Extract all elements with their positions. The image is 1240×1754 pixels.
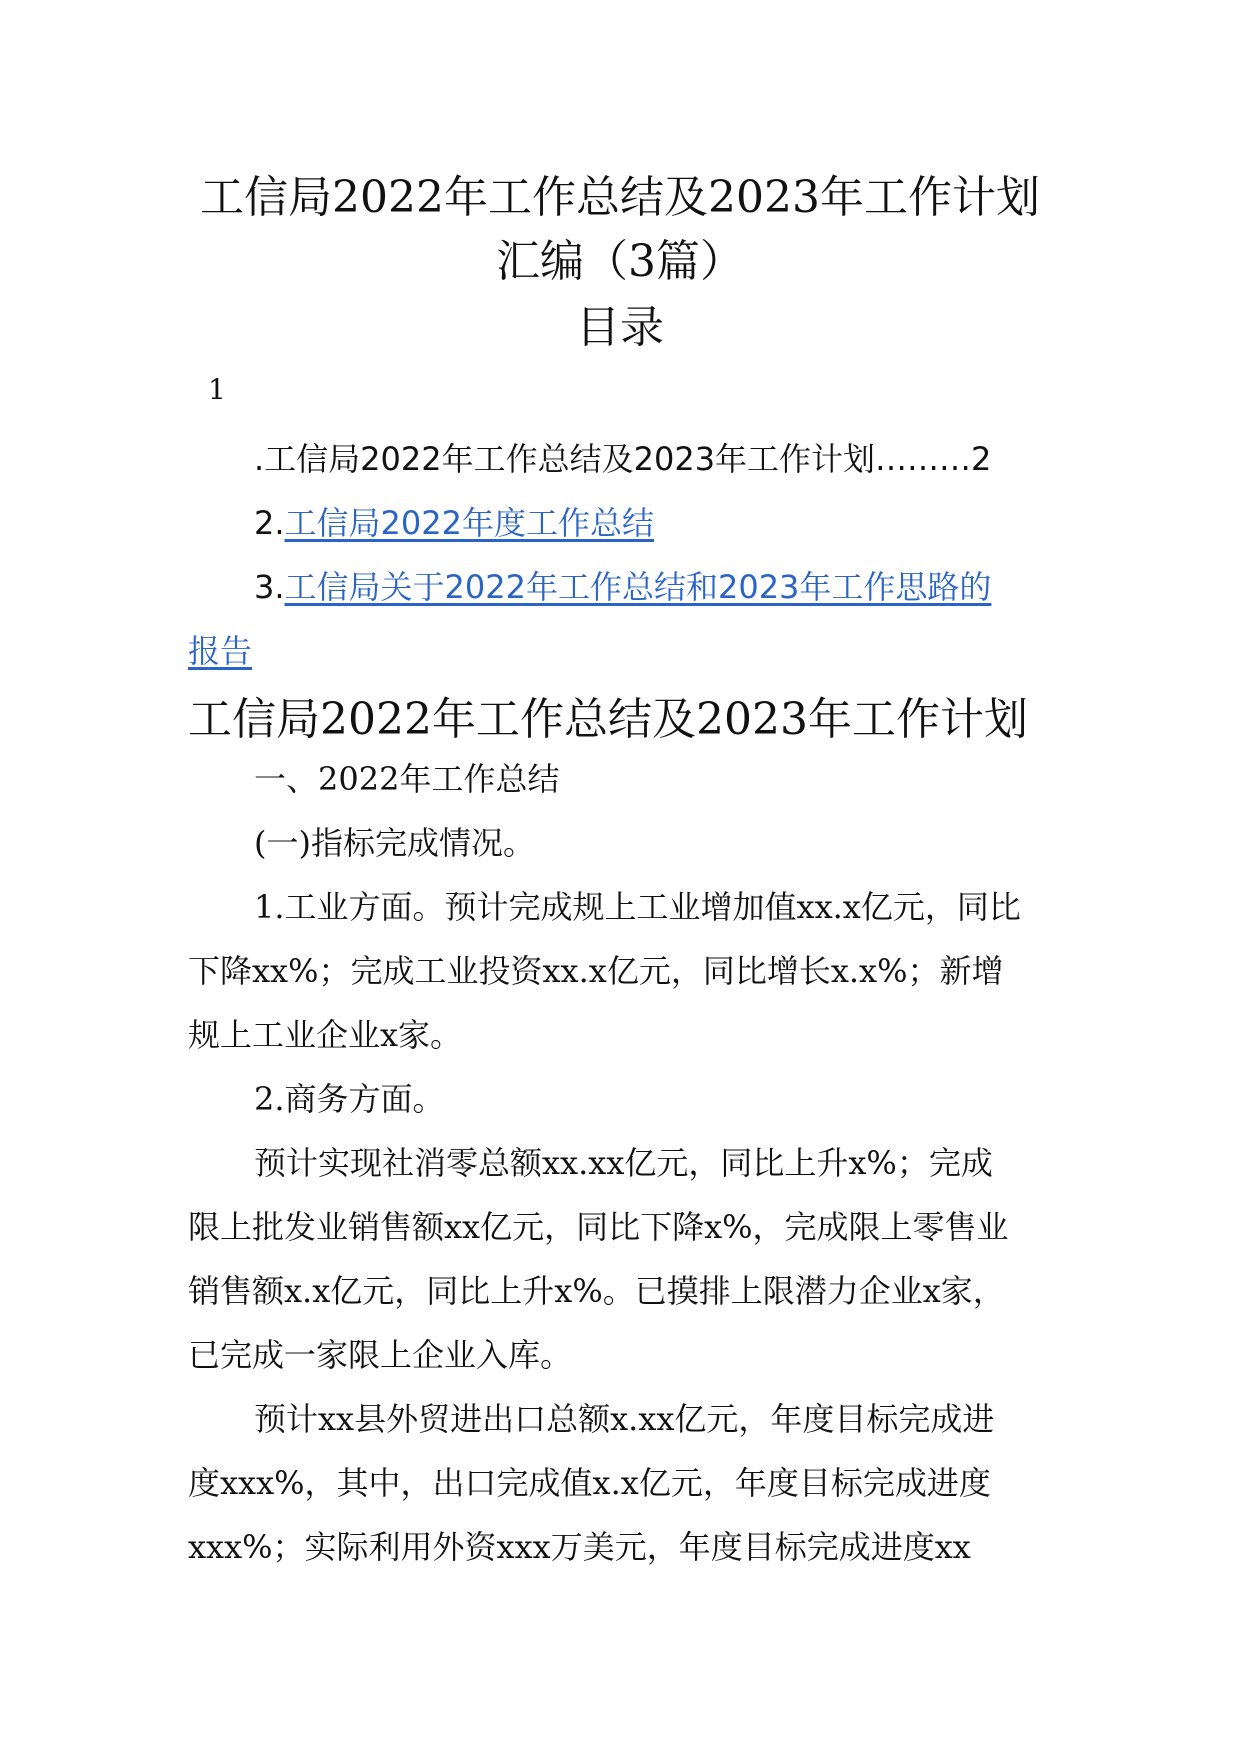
toc-item-2-number: 2. [254, 504, 285, 542]
toc-heading: 目录 [576, 302, 664, 353]
section-heading-1: 一、2022年工作总结 [254, 760, 560, 798]
subsection-heading-1: (一)指标完成情况。 [254, 824, 535, 862]
document-title-line-1: 工信局2022年工作总结及2023年工作计划 [200, 172, 1040, 223]
paragraph-retail-line-3: 销售额x.x亿元，同比上升x%。已摸排上限潜力企业x家， [188, 1272, 1005, 1310]
paragraph-industry-line-3: 规上工业企业x家。 [188, 1016, 463, 1054]
toc-item-3-link-continued[interactable]: 报告 [188, 632, 253, 670]
paragraph-trade-line-1: 预计xx县外贸进出口总额x.xx亿元，年度目标完成进 [254, 1400, 995, 1438]
toc-item-2[interactable] [254, 501, 1134, 545]
toc-item-3-number: 3. [254, 568, 285, 606]
toc-item-3-link[interactable]: 工信局关于2022年工作总结和2023年工作思路的 [284, 568, 992, 606]
paragraph-commerce-heading: 2.商务方面。 [254, 1080, 445, 1118]
paragraph-industry-line-2: 下降xx%；完成工业投资xx.x亿元，同比增长x.x%；新增 [188, 952, 1004, 990]
paragraph-industry-line-1: 1.工业方面。预计完成规上工业增加值xx.x亿元，同比 [254, 888, 1021, 926]
toc-item-1[interactable] [254, 437, 1134, 481]
paragraph-trade-line-2: 度xxx%，其中，出口完成值x.x亿元，年度目标完成进度 [188, 1464, 991, 1502]
article-title: 工信局2022年工作总结及2023年工作计划 [188, 694, 1028, 745]
paragraph-retail-line-1: 预计实现社消零总额xx.xx亿元，同比上升x%；完成 [254, 1144, 993, 1182]
toc-item-3[interactable] [254, 565, 1134, 609]
document-title-line-2: 汇编（3篇） [496, 236, 744, 287]
toc-item-3-continuation[interactable] [188, 629, 1068, 673]
paragraph-trade-line-3: xxx%；实际利用外资xxx万美元，年度目标完成进度xx [188, 1528, 971, 1566]
paragraph-retail-line-4: 已完成一家限上企业入库。 [188, 1336, 573, 1374]
paragraph-retail-line-2: 限上批发业销售额xx亿元，同比下降x%，完成限上零售业 [188, 1208, 1009, 1246]
toc-item-2-link[interactable]: 工信局2022年度工作总结 [284, 504, 654, 542]
toc-item-1-text: .工信局2022年工作总结及2023年工作计划………2 [254, 440, 992, 478]
toc-page-number: 1 [208, 373, 226, 406]
